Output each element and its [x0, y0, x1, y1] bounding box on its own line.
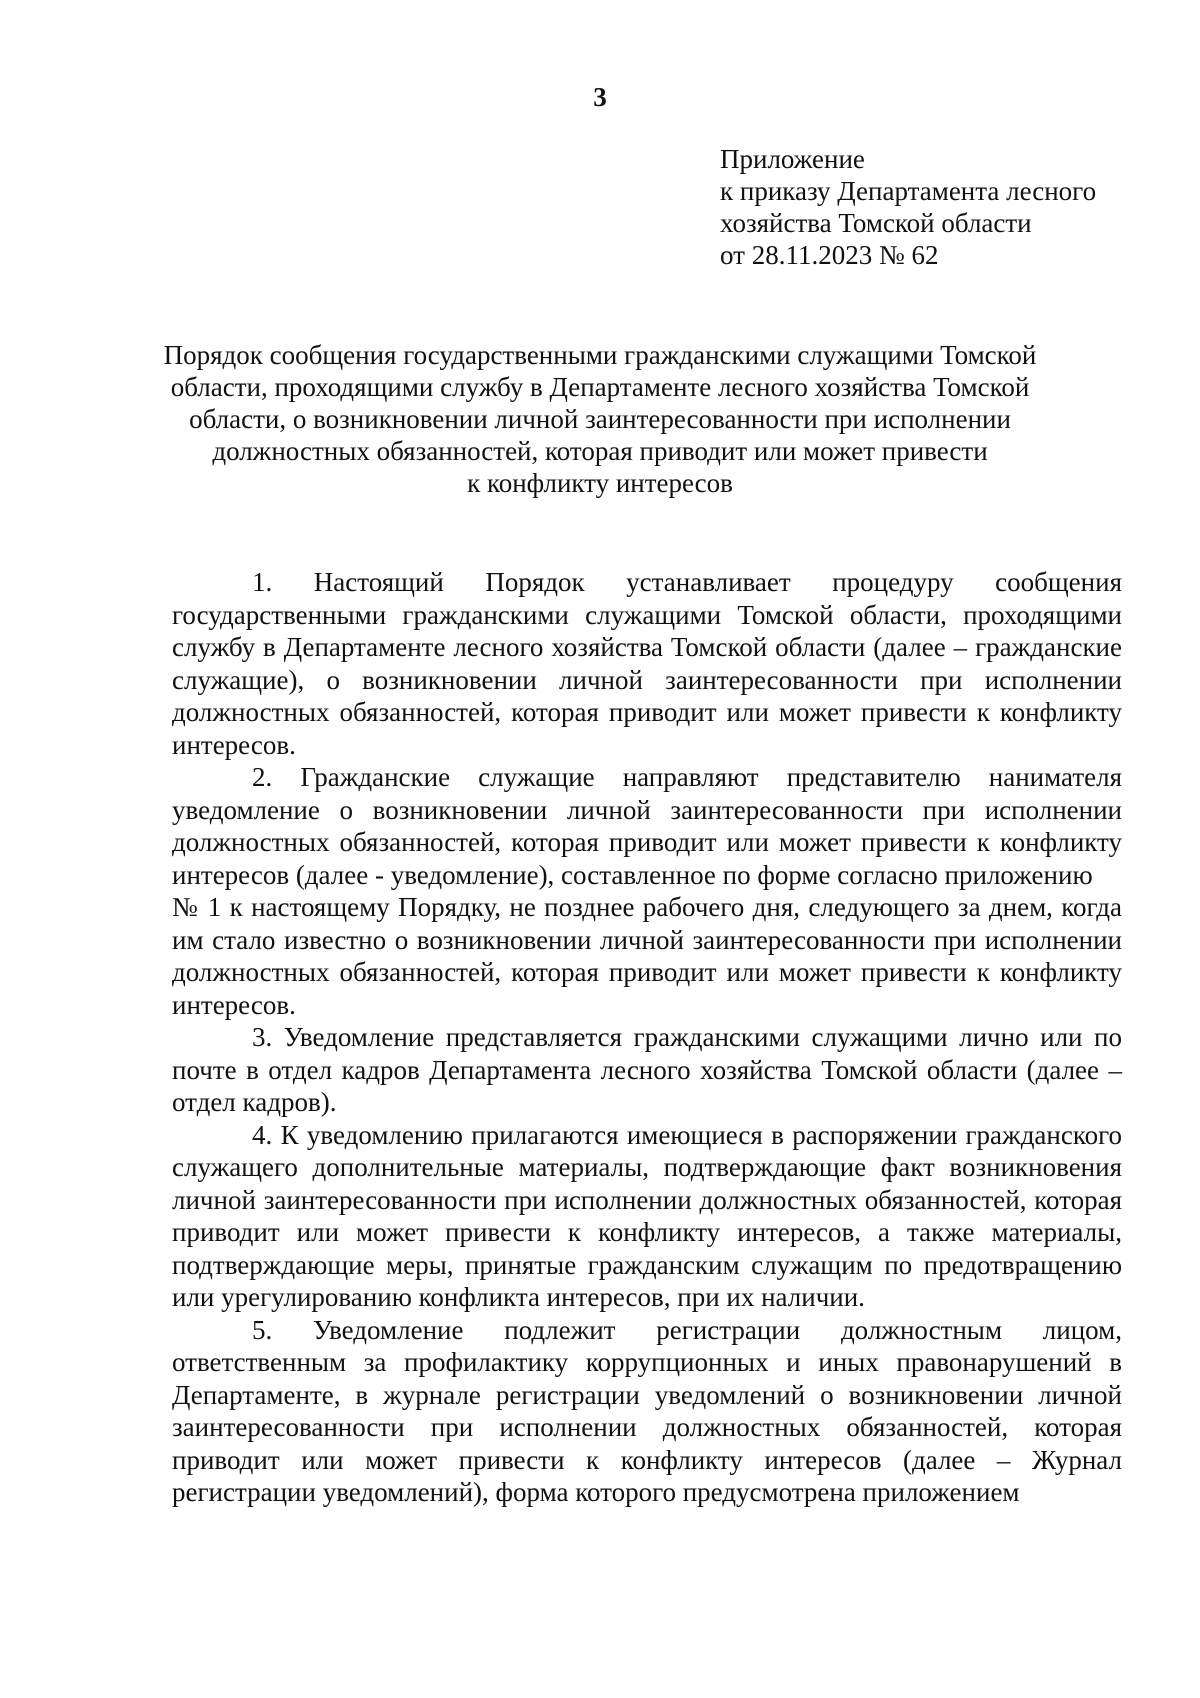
paragraph-4: 4. К уведомлению прилагаются имеющиеся в распоряжении гражданского служащего дополнительные материалы, подтверждающие факт возникновения личной заинтересованности при исполнении должностных обязанностей, которая приводит или может привести к конфликту интересов, а также материалы, подтверждающие меры, принятые гражданским служащим по предотвращению или урегулированию конфликта интересов, при их наличии. [172, 1119, 1122, 1312]
document-title [140, 339, 1060, 499]
title-line: области, проходящими службу в Департаменте лесного хозяйства Томской [170, 372, 1030, 402]
title-line: Порядок сообщения государственными гражданскими служащими Томской [163, 340, 1037, 370]
title-line: области, о возникновении личной заинтересованности при исполнении [189, 404, 1011, 434]
appendix-label: Приложение [720, 144, 865, 174]
appendix-order-ref: к приказу Департамента лесного [720, 176, 1097, 206]
paragraph-5: 5. Уведомление подлежит регистрации должностным лицом, ответственным за профилактику коррупционных и иных правонарушений в Департаменте, в журнале регистрации уведомлений о возникновении личной заинтересованности при исполнении должностных обязанностей, которая приводит или может привести к конфликту интересов (далее – Журнал регистрации уведомлений), форма которого предусмотрена приложением [172, 1314, 1122, 1507]
page-number: 3 [593, 82, 607, 112]
paragraph-3: 3. Уведомление представляется гражданскими служащими лично или по почте в отдел кадров Департамента лесного хозяйства Томской области (далее – отдел кадров). [172, 1022, 1122, 1117]
appendix-department: хозяйства Томской области [720, 208, 1032, 238]
document-body [172, 566, 1122, 1509]
appendix-date-number: от 28.11.2023 № 62 [720, 240, 939, 270]
paragraph-2: 2. Гражданские служащие направляют представителю нанимателя уведомление о возникновении личной заинтересованности при исполнении должностных обязанностей, которая приводит или может привести к конфликту интересов (далее - уведомление), составленное по форме согласно приложению [172, 762, 1122, 890]
title-line: должностных обязанностей, которая приводит или может привести [212, 436, 988, 466]
appendix-header [720, 143, 1140, 271]
paragraph-1: 1. Настоящий Порядок устанавливает процедуру сообщения государственными гражданскими служащими Томской области, проходящими службу в Департаменте лесного хозяйства Томской области (далее – гражданские служащие), о возникновении личной заинтересованности при исполнении должностных обязанностей, которая приводит или может привести к конфликту интересов. [172, 567, 1122, 760]
paragraph-2-continuation: № 1 к настоящему Порядку, не позднее рабочего дня, следующего за днем, когда им стало известно о возникновении личной заинтересованности при исполнении должностных обязанностей, которая приводит или может привести к конфликту интересов. [172, 892, 1122, 1020]
title-line: к конфликту интересов [467, 468, 733, 498]
